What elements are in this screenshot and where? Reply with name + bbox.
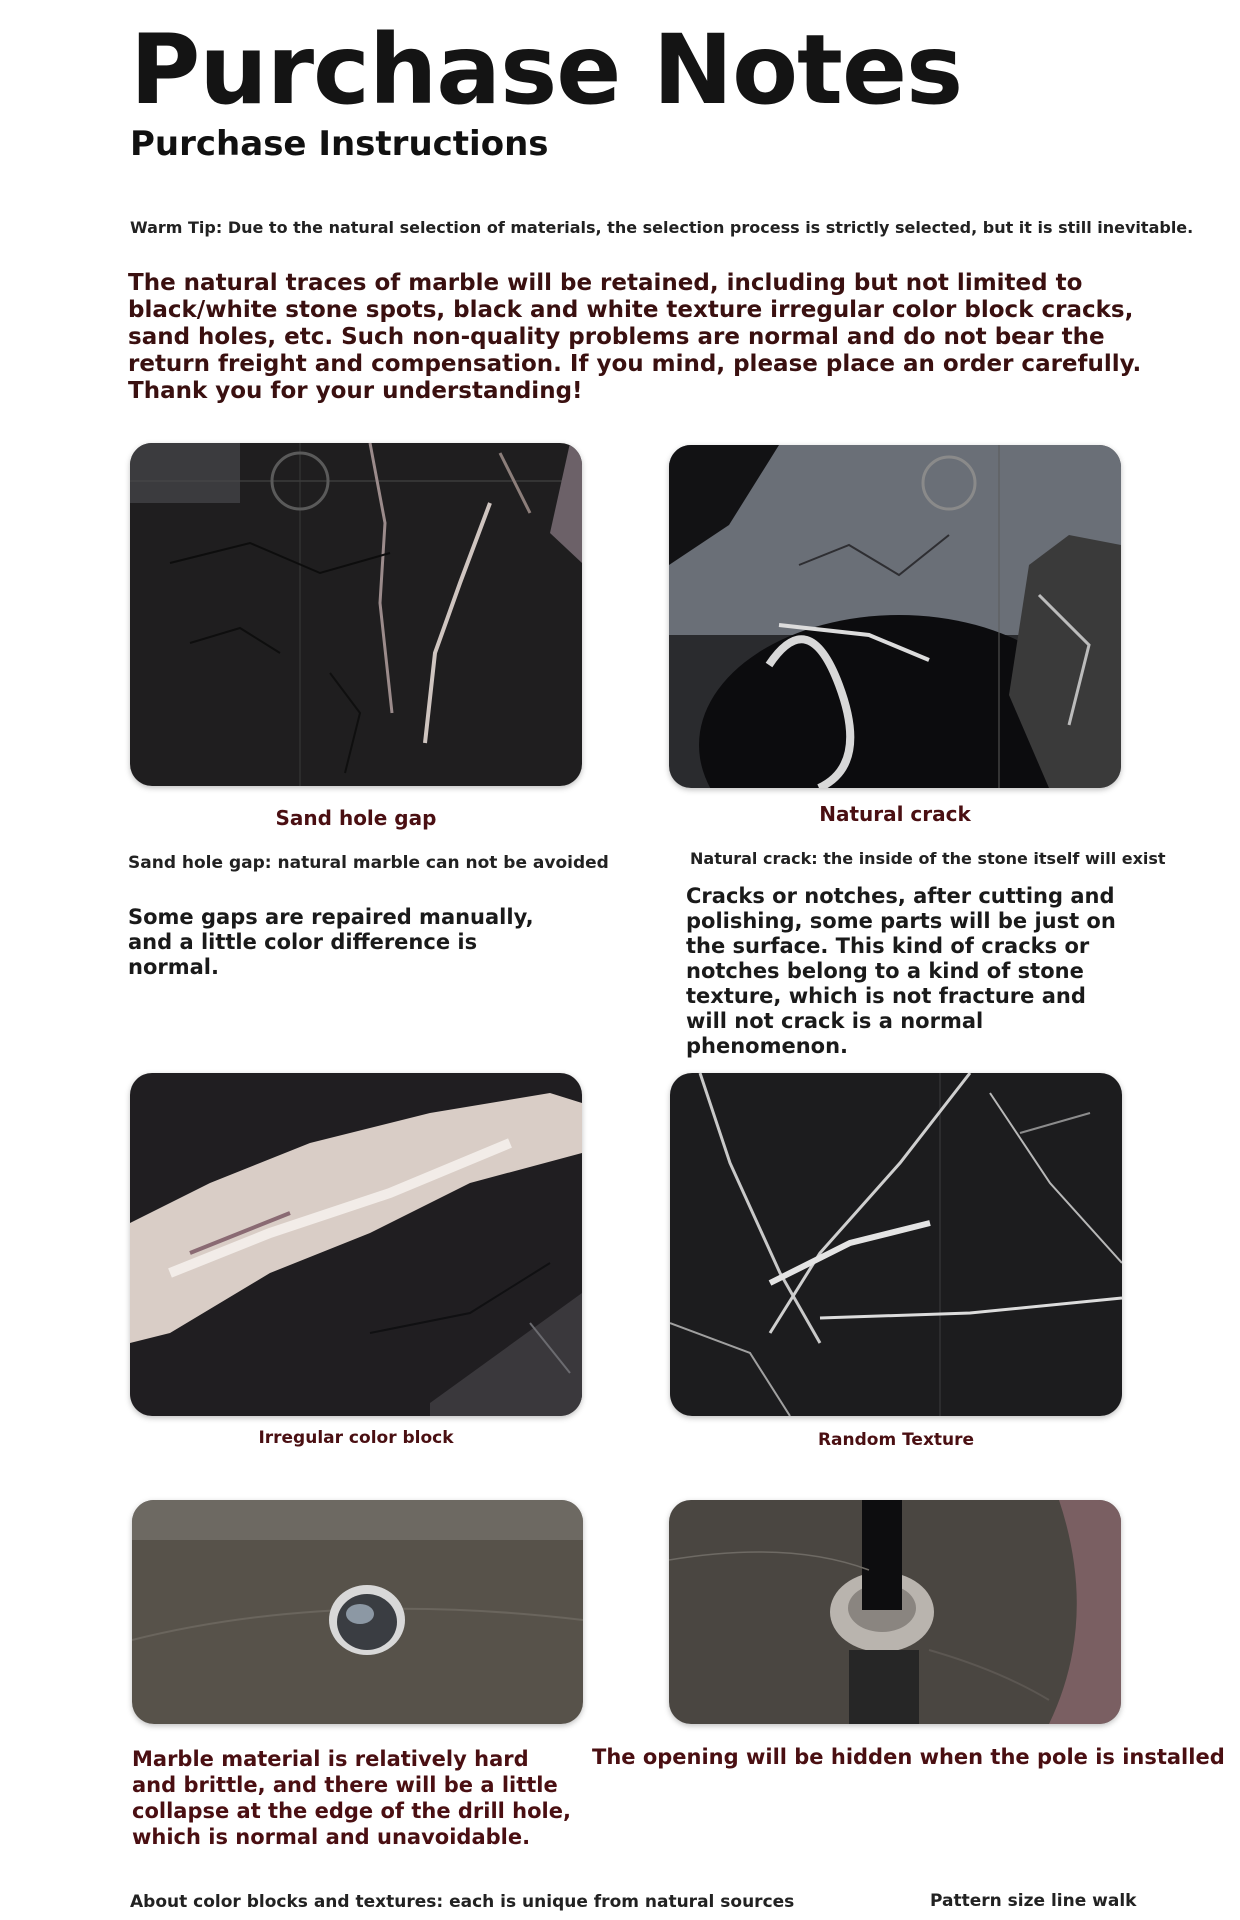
pole-opening-detail: The opening will be hidden when the pole is installed [592, 1745, 1225, 1769]
footer-right-note: Pattern size line walk [930, 1891, 1137, 1911]
warm-tip: Warm Tip: Due to the natural selection of materials, the selection process is strictly selected, but it is still inevitable. [130, 218, 1194, 237]
sand-hole-photo [130, 443, 582, 786]
page-subtitle: Purchase Instructions [130, 124, 549, 164]
caption-sand-hole: Sand hole gap [275, 806, 437, 830]
random-texture-photo [670, 1073, 1122, 1416]
caption-color-block: Irregular color block [258, 1428, 454, 1448]
natural-crack-short-note: Natural crack: the inside of the stone itself will exist [690, 849, 1166, 868]
drill-hole-detail: Marble material is relatively hard and brittle, and there will be a little collapse at the edge of the drill hole, which is normal and unavoidable. [132, 1747, 571, 1849]
color-block-photo [130, 1073, 582, 1416]
caption-random-texture: Random Texture [817, 1430, 975, 1450]
caption-natural-crack: Natural crack [819, 802, 971, 826]
notice-paragraph: The natural traces of marble will be retained, including but not limited to black/white stone spots, black and white texture irregular color block cracks, sand holes, etc. Such non-quality problems are normal and do not bear the return freight and compensation. If you mind, please place an order carefully. Thank you for your understanding! [128, 270, 1142, 404]
page-title: Purchase Notes [130, 14, 963, 126]
pole-opening-photo [669, 1500, 1121, 1724]
natural-crack-detail: Cracks or notches, after cutting and polishing, some parts will be just on the surface. This kind of cracks or notches belong to a kind of stone texture, which is not fracture and will not crack is a normal phenomenon. [686, 884, 1116, 1058]
drill-hole-photo [132, 1500, 583, 1724]
natural-crack-photo [669, 445, 1121, 788]
footer-left-note: About color blocks and textures: each is unique from natural sources [130, 1892, 795, 1912]
sand-hole-detail: Some gaps are repaired manually, and a little color difference is normal. [128, 905, 534, 979]
sand-hole-short-note: Sand hole gap: natural marble can not be avoided [128, 853, 609, 873]
